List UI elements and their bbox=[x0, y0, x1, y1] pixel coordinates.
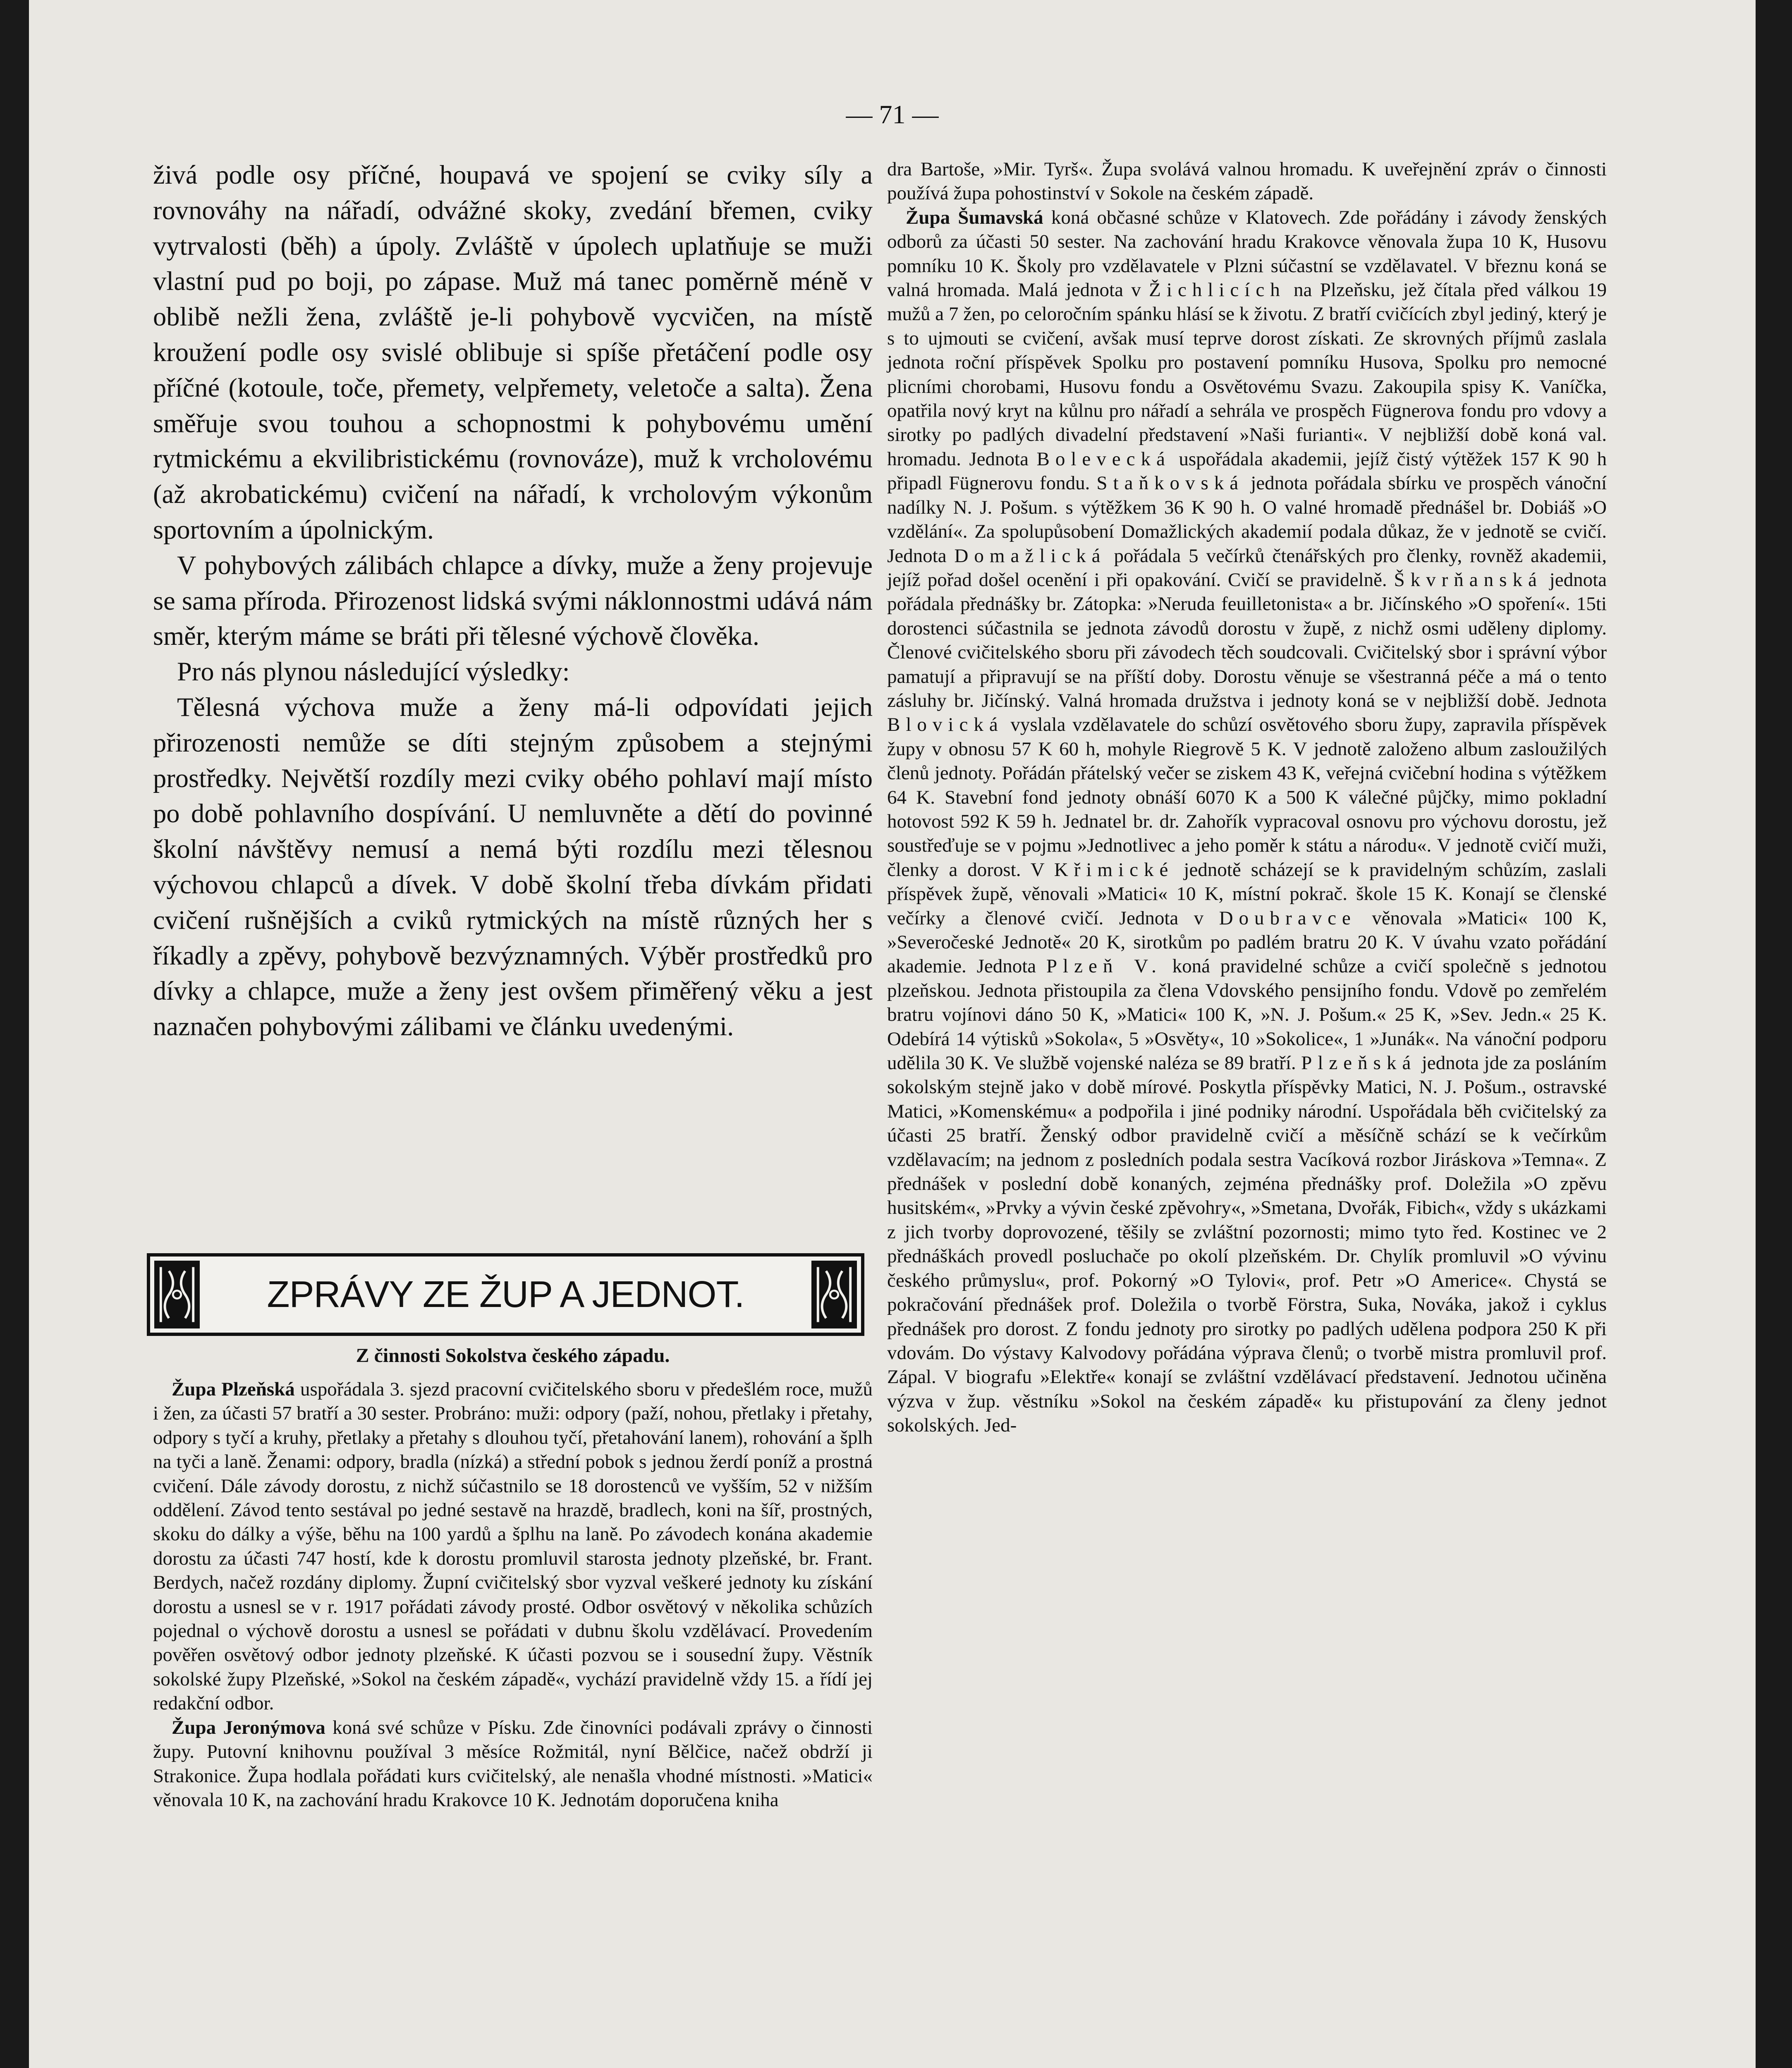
town-name: Plzeňská bbox=[1301, 1052, 1417, 1074]
zupa-name: Župa Jeronýmova bbox=[172, 1716, 325, 1738]
section-banner bbox=[147, 1253, 864, 1336]
ornament-icon bbox=[811, 1261, 857, 1328]
town-name: Domažlická bbox=[954, 545, 1106, 567]
left-column-reports bbox=[153, 1377, 873, 1812]
report-text: jednota pořádala sbírku ve prospěch vánoční nadílky N. J. Pošum. s výtěžkem 36 K 90 h. O valné hromadě přednášel br. Dobiáš »O vzdělání«. Za spolupůsobení Domažlických akademií podala důkaz, že v jednotě se cvičí. Jednota bbox=[887, 472, 1607, 567]
essay-paragraph: V pohybových zálibách chlapce a dívky, muže a ženy projevuje se sama příroda. Přirozenost lidská svými náklonnostmi udává nám směr, kterým máme se bráti při tělesné výchově člověka. bbox=[153, 550, 873, 651]
essay-paragraph: živá podle osy příčné, houpavá ve spojení se cviky síly a rovnováhy na nářadí, odvážné skoky, zvedání břemen, cviky vytrvalosti (běh) a úpoly. Zvláště v úpolech uplatňuje se muži vlastní pud po boji, po zápase. Muž má tanec poměrně méně v oblibě nežli žena, zvláště je-li pohybově vycvičen, na místě kroužení podle osy svislé oblibuje si spíše přetáčení podle osy příčné (kotoule, toče, přemety, velpřemety, veletoče a salta). Žena směřuje svou touhou a schopnostmi k pohybovému umění rytmickému a ekvilibristickému (rovnováze), muž k vrcholovému (až akrobatickému) cvičení na nářadí, k vrcholovým výkonům sportovním a úpolnickým. bbox=[153, 160, 873, 544]
report-text: věnovala »Matici« 100 K, »Severočeské Jednotě« 20 K, sirotkům po padlém bratru 20 K. V úvahu vzato pořádání akademie. Jednota bbox=[887, 907, 1607, 977]
report-text: na Plzeňsku, jež čítala před válkou 19 mužů a 7 žen, po celoročním spánku hlásí se k životu. Z bratří cvičících zbyl jediný, který je s to ujmouti se cvičení, avšak musí teprve dorost získati. Ze skrovných příjmů zaslala jednota roční příspěvek Spolku pro postavení pomníku Husova, Spolku pro nemocné plicními chorobami, Husovu fondu a Osvětovému Svazu. Zakoupila spisy K. Vaníčka, opatřila nový kryt na kůlnu pro nářadí a sehrála ve prospěch Fügnerova fondu pro vdovy a sirotky po padlých divadelní představení »Naši furianti«. V nejbližší době koná val. hromadu. Jednota bbox=[887, 279, 1607, 470]
town-name: Bolevecká bbox=[1036, 448, 1171, 470]
report-text: uspořádala akademii, jejíž čistý výtěžek 157 K 90 h připadl Fügnerovu fondu. bbox=[887, 448, 1607, 494]
report-jeronymova bbox=[153, 1716, 873, 1812]
zupa-name: Župa Plzeňská bbox=[172, 1379, 295, 1400]
report-text: koná pravidelné schůze a cvičí společně s jednotou plzeňskou. Jednota přistoupila za člena Vdovského pensijního fondu. Vdově po zemřelém bratru vojínovi dáno 50 K, »Matici« 100 K, »N. J. Pošum.« 25 K, »Sev. Jedn.« 25 K. Odebírá 14 výtisků »Sokola«, 5 »Osvěty«, 10 »Sokolice«, 1 »Junák«. Na vánoční podporu udělila 30 K. Ve službě vojenské naléza se 89 bratří. bbox=[887, 955, 1607, 1074]
report-text: vyslala vzdělavatele do schůzí osvětového sboru župy, zapravila příspěvek župy v obnosu 57 K 60 h, mohyle Riegrově 5 K. V jednotě založeno album zasloužilých členů jednoty. Pořádán přátelský večer se ziskem 43 K, veřejná cvičební hodina s výtěžkem 64 K. Stavební fond jednoty obnáší 6070 K a 500 K válečné půjčky, mimo pokladní hotovost 592 K 59 h. Jednatel br. dr. Zahořík vypracoval osnovu pro výchovu dorostu, jež soustřeďuje se v pojmu »Jednotlivec a jeho poměr k státu a národu«. V jednotě cvičí muži, členky a dorost. V bbox=[887, 714, 1607, 881]
report-text: jednotě scházejí se k pravidelným schůzím, zaslali příspěvek župě, věnovali »Matici« 10 K, místní pokrač. škole 15 K. Konají se členské večírky a členové cvičí. Jednota v bbox=[887, 859, 1607, 929]
zupa-name: Župa Šumavská bbox=[906, 206, 1043, 228]
town-name: Škvrňanská bbox=[1394, 569, 1543, 591]
report-text: uspořádala 3. sjezd pracovní cvičitelského sboru v předešlém roce, mužů i žen, za účasti 57 bratří a 30 sester. Probráno: muži: odpory (paží, nohou, přetlaky i přetahy, odpory s tyčí a kruhy, přetlaky a přetahy s dlouhou tyčí, přetahování lanem), rohování a šplh na tyči a laně. Ženami: odpory, bradla (nízká) a střední pobok s jednou žerdí poníž a prostná cvičení. Dále závody dorostu, z nichž súčastnilo se 18 dorostenců ve vyšším, 52 v nižším oddělení. Závod tento sestával po jedné sestavě na hrazdě, bradlech, koni na šíř, prostných, skoku do dálky a výše, běhu na 100 yardů a šplhu na laně. Po závodech konána akademie dorostu za účasti 747 hostí, kde k dorostu promluvil starosta jednoty plzeňské, br. Frant. Berdych, načež rozdány diplomy. Župní cvičitelský sbor vyzval veškeré jednoty ku získání dorostu a usnesl se v r. 1917 pořádati závody prosté. Odbor osvětový v několika schůzích pojednal o výchově dorostu a usnesl se pořádati v dubnu školu vzdělávací. Provedením pověřen osvětový odbor jednoty plzeňské. K účasti pozvou se i sousední župy. Věstník sokolské župy Plzeňské, »Sokol na českém západě«, vychází pravidelně vždy 15. a řídí jej redakční odbor. bbox=[153, 1379, 873, 1714]
report-text: jednota pořádala přednášky br. Zátopka: »Neruda feuilletonista« a br. Jičínského »O spoření«. 15ti dorostenci súčastnila se jednota závodů dorostu v župě, z nichž osmi uděleny diplomy. Členové cvičitelského sboru při závodech těch soudcovali. Cvičitelský sbor i správní výbor pamatují a připravují se na příští doby. Dorostu věnuje se všestranná péče a má o tento zásluhy br. Jičínský. Valná hromada družstva i jednoty koná se v nejbližší době. Jednota bbox=[887, 569, 1607, 711]
page-number: — 71 — bbox=[846, 100, 939, 129]
ornament-icon bbox=[154, 1261, 200, 1328]
town-name: Žichlicích bbox=[1149, 279, 1286, 301]
report-continuation: dra Bartoše, »Mir. Tyrš«. Župa svolává valnou hromadu. K uveřejnění zpráv o činnosti používá župa pohostinství v Sokole na českém západě. bbox=[887, 158, 1607, 204]
town-name: Doubravce bbox=[1219, 907, 1357, 929]
report-sumavska bbox=[887, 206, 1607, 1438]
report-plzenska bbox=[153, 1377, 873, 1716]
report-text: jednota jde za posláním sokolským stejně jako v době mírové. Poskytla příspěvky Matici, N. J. Pošum., ostravské Matici, »Komenskému« a podpořila i jiné podniky národní. Uspořádala běh cvičitelský za účasti 25 bratří. Ženský odbor pravidelně cvičí a měsíčně schází se k večírkům vzdělavacím; na jednom z posledních podala sestra Vacíková rozbor Jiráskova »Temna«. Z přednášek v poslední době konaných, zejména přednášky prof. Doležila »O zpěvu husitském«, »Prvky a vývin české zpěvohry«, »Smetana, Dvořák, Fibich«, vždy s ukázkami z jich tvorby doprovozené, těšily se zvláštní pozornosti; mimo tyto řed. Kostinec ve 2 přednáškách provedl posluchače po okolí plzeňském. Dr. Chylík promluvil »O vývinu českého průmyslu«, prof. Pokorný »O Tylovi«, prof. Petr »O Americe«. Chystá se pokračování přednášek prof. Doležila o tvorbě Förstra, Suka, Nováka, jakož i cyklus přednášek pro dorost. Z fondu jednoty pro sirotky po padlých udělena podpora 250 K při vdovám. Do výstavy Kalvodovy pořádána výprava členů; o tvorbě mistra promluvil prof. Zápal. V biografu »Elektře« konají se zvláštní vzdělávací představení. Jednotou učiněna výzva v žup. věstníku »Sokol na českém západě« ku přistupování za členy jednot sokolských. Jed- bbox=[887, 1052, 1607, 1436]
town-name: Staňkovská bbox=[1096, 472, 1244, 494]
essay-paragraph: Pro nás plynou následující výsledky: bbox=[177, 657, 570, 687]
report-text: koná občasné schůze v Klatovech. Zde pořádány i závody ženských odborů za účasti 50 sester. Na zachování hradu Krakovce věnovala župa 10 K, Husovu pomníku 10 K. Školy pro vzdělavatele v Plzni súčastní se vzdělavatel. V březnu koná se valná hromada. Malá jednota v bbox=[887, 206, 1607, 301]
left-column-essay bbox=[153, 157, 873, 1044]
right-column-reports bbox=[887, 157, 1607, 1438]
report-text: pořádala 5 večírků čtenářských pro členky, rovněž akademii, jejíž pořad došel ocenění i při opakování. Cvičí se pravidelně. bbox=[887, 545, 1607, 591]
banner-title: ZPRÁVY ZE ŽUP A JEDNOT. bbox=[267, 1273, 744, 1315]
town-name: Křimické bbox=[1054, 859, 1174, 881]
page bbox=[29, 0, 1756, 2068]
essay-paragraph: Tělesná výchova muže a ženy má-li odpovídati jejich přirozenosti nemůže se díti stejným způsobem a stejnými prostředky. Největší rozdíly mezi cviky obého pohlaví mají místo po době pohlavního dospívání. U nemluvněte a dětí do povinné školní návštěvy nemusí a nemá býti rozdílu mezi tělesnou výchovou chlapců a dívek. V době školní třeba dívkám přidati cvičení rušnějších a cviků rytmických na místě různých her s říkadly a zpěvy, pohybově bezvýznamných. Výběr prostředků pro dívky a chlapce, muže a ženy jest ovšem přiměřený věku a jest naznačen pohybovými zálibami ve článku uvedenými. bbox=[153, 692, 873, 1041]
report-text: koná své schůze v Písku. Zde činovníci podávali zprávy o činnosti župy. Putovní knihovnu používal 3 měsíce Rožmitál, nyní Bělčice, načež obdrží ji Strakonice. Župa hodlala pořádati kurs cvičitelský, ale nenašla vhodné místnosti. »Matici« věnovala 10 K, na zachování hradu Krakovce 10 K. Jednotám doporučena kniha bbox=[153, 1716, 873, 1811]
town-name: Blovická bbox=[887, 714, 1004, 736]
section-heading: Z činnosti Sokolstva českého západu. bbox=[356, 1345, 670, 1367]
town-name: Plzeň V. bbox=[1046, 955, 1162, 977]
